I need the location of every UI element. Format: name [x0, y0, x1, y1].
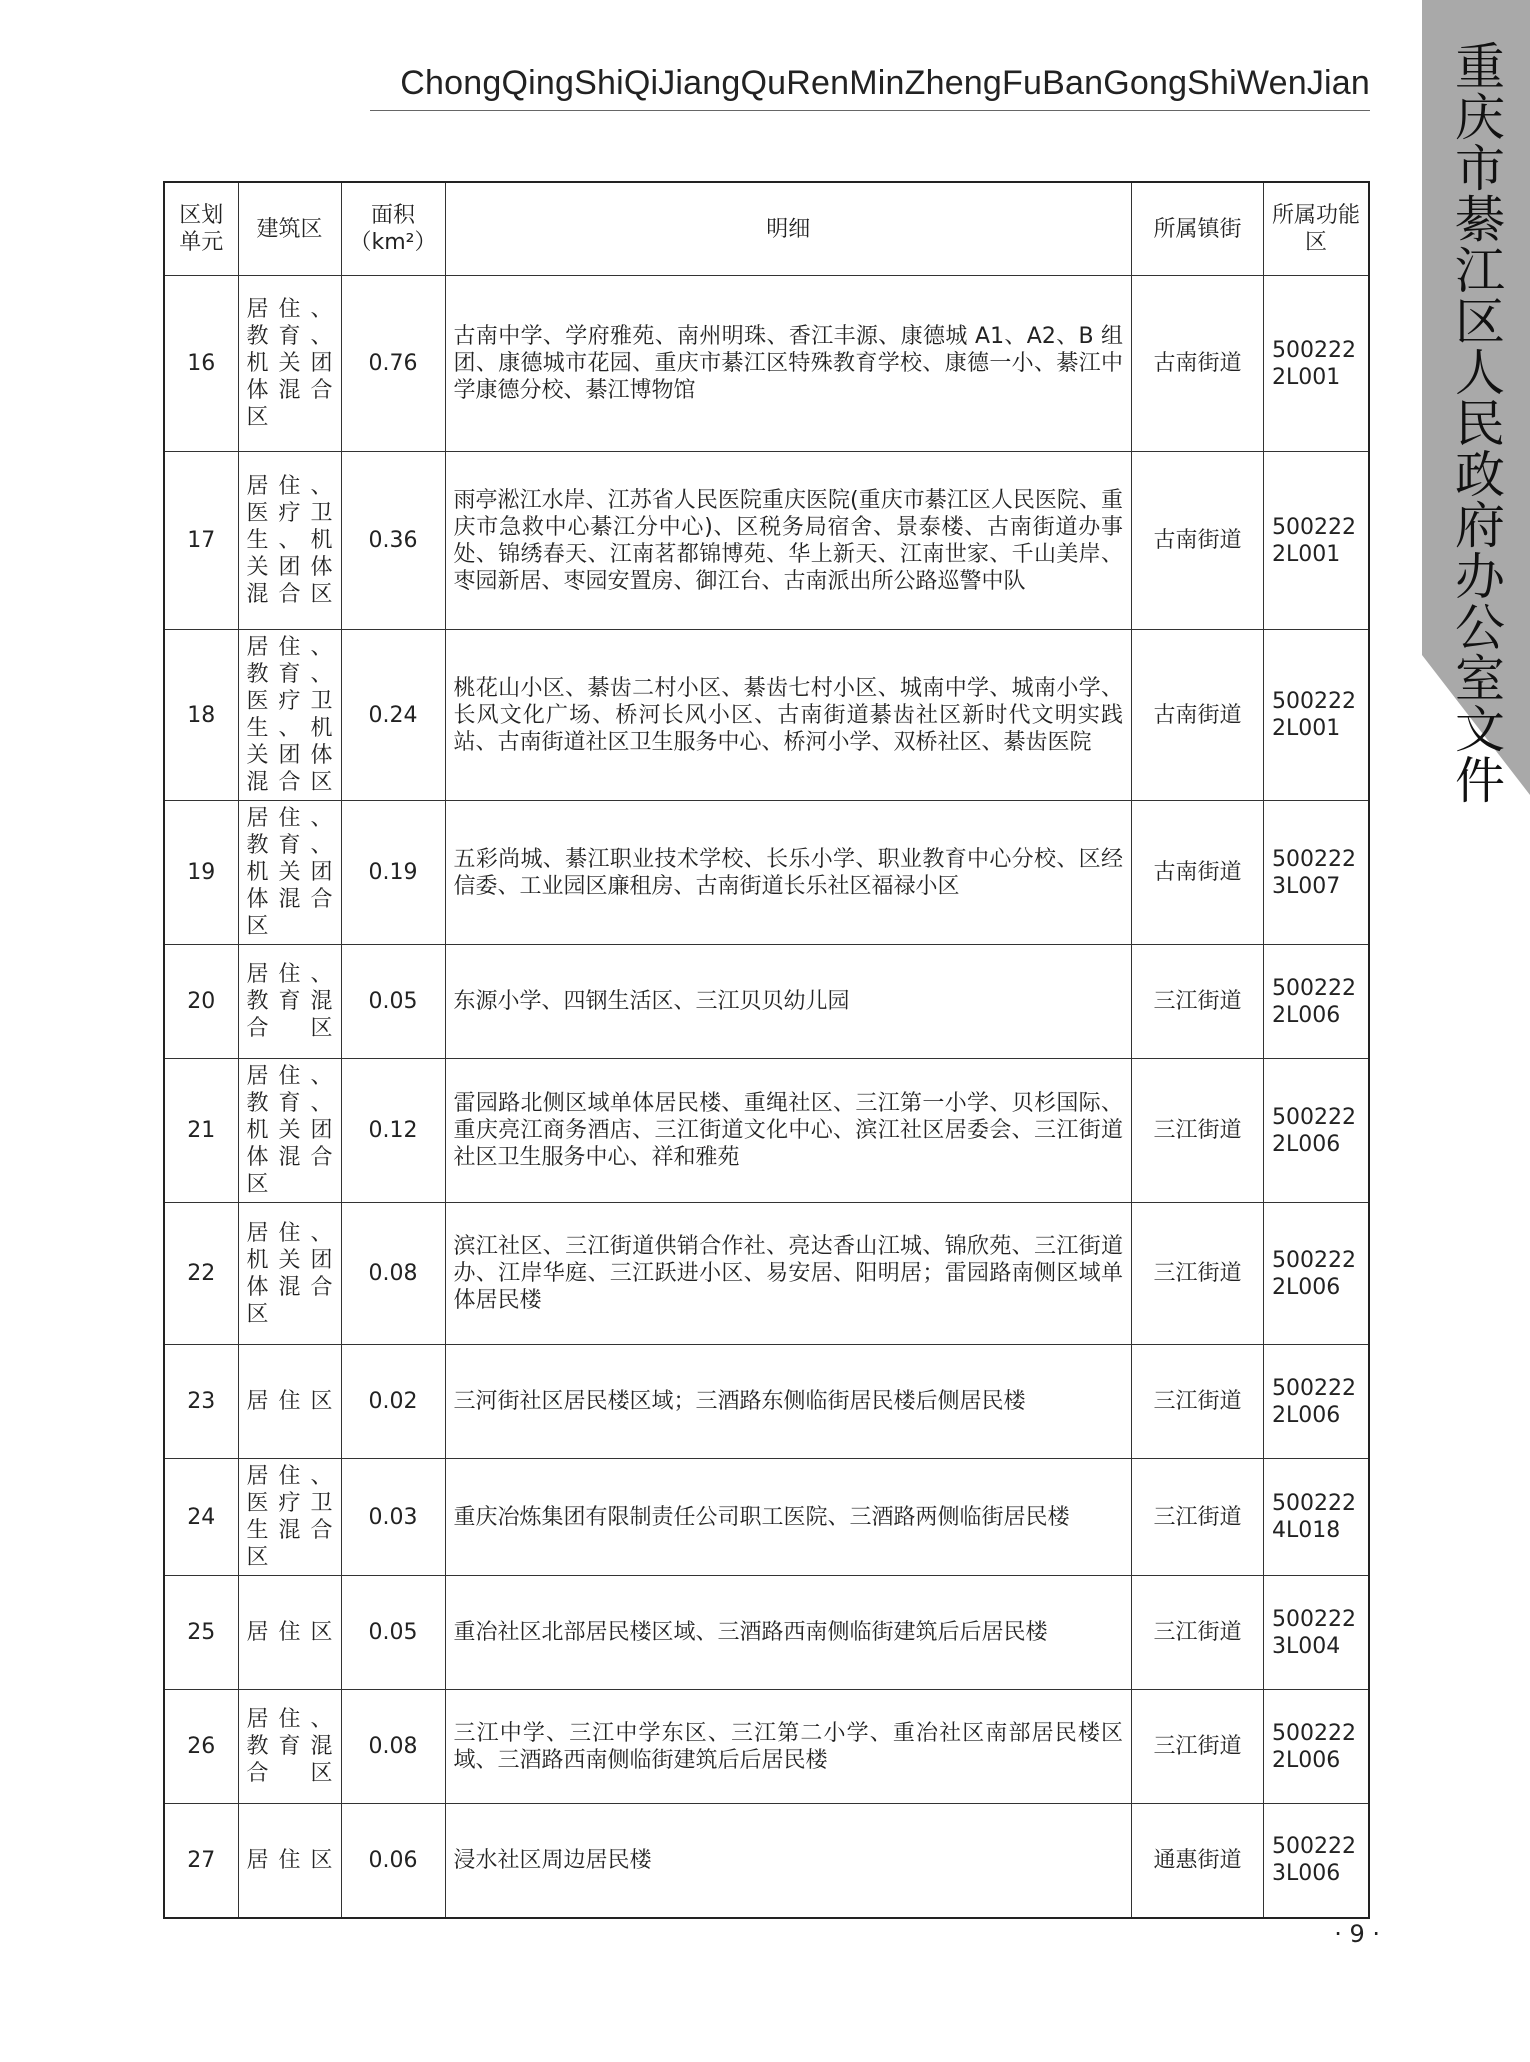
cell-code: 5002222L006	[1264, 1203, 1370, 1345]
cell-unit: 24	[164, 1459, 238, 1576]
cell-zone: 居住、教育、机关团体混合区	[238, 276, 341, 452]
page-number: · 9 ·	[1334, 1920, 1380, 1948]
cell-area: 0.03	[341, 1459, 445, 1576]
table-row	[164, 1804, 1369, 1918]
header-detail: 明细	[445, 182, 1132, 276]
cell-zone: 居住区	[238, 1576, 341, 1690]
cell-unit: 22	[164, 1203, 238, 1345]
cell-detail: 五彩尚城、綦江职业技术学校、长乐小学、职业教育中心分校、区经信委、工业园区廉租房、古南街道长乐社区福禄小区	[445, 801, 1132, 945]
cell-detail: 重冶社区北部居民楼区域、三酒路西南侧临街建筑后后居民楼	[445, 1576, 1132, 1690]
cell-town: 三江街道	[1132, 1576, 1264, 1690]
cell-detail: 三河街社区居民楼区域；三酒路东侧临街居民楼后侧居民楼	[445, 1345, 1132, 1459]
cell-zone: 居住、医疗卫生、机关团体混合区	[238, 452, 341, 630]
cell-zone: 居住、教育、机关团体混合区	[238, 801, 341, 945]
cell-town: 古南街道	[1132, 452, 1264, 630]
table-row	[164, 801, 1369, 945]
cell-detail: 东源小学、四钢生活区、三江贝贝幼儿园	[445, 945, 1132, 1059]
cell-area: 0.05	[341, 945, 445, 1059]
cell-detail: 滨江社区、三江街道供销合作社、亮达香山江城、锦欣苑、三江街道办、江岸华庭、三江跃进小区、易安居、阳明居；雷园路南侧区域单体居民楼	[445, 1203, 1132, 1345]
cell-area: 0.36	[341, 452, 445, 630]
cell-zone: 居住、教育、机关团体混合区	[238, 1059, 341, 1203]
table-row	[164, 1203, 1369, 1345]
table-row	[164, 1459, 1369, 1576]
cell-code: 5002222L001	[1264, 276, 1370, 452]
header-area-label: 面积	[370, 203, 415, 228]
document-header-title: ChongQingShiQiJiangQuRenMinZhengFuBanGongShiWenJian	[400, 64, 1370, 102]
cell-code: 5002223L007	[1264, 801, 1370, 945]
table-row	[164, 1059, 1369, 1203]
cell-town: 三江街道	[1132, 1203, 1264, 1345]
cell-code: 5002224L018	[1264, 1459, 1370, 1576]
cell-town: 古南街道	[1132, 276, 1264, 452]
cell-unit: 21	[164, 1059, 238, 1203]
header-area	[341, 182, 445, 276]
cell-unit: 25	[164, 1576, 238, 1690]
cell-zone: 居住、机关团体混合区	[238, 1203, 341, 1345]
cell-area: 0.19	[341, 801, 445, 945]
cell-area: 0.12	[341, 1059, 445, 1203]
table-header-row	[164, 182, 1369, 276]
cell-area: 0.24	[341, 630, 445, 801]
cell-area: 0.05	[341, 1576, 445, 1690]
header-town: 所属镇街	[1132, 182, 1264, 276]
cell-area: 0.76	[341, 276, 445, 452]
district-table	[163, 181, 1370, 1919]
header-zone: 建筑区	[238, 182, 341, 276]
cell-zone: 居住、医疗卫生混合区	[238, 1459, 341, 1576]
cell-unit: 23	[164, 1345, 238, 1459]
cell-detail: 桃花山小区、綦齿二村小区、綦齿七村小区、城南中学、城南小学、长风文化广场、桥河长风小区、古南街道綦齿社区新时代文明实践站、古南街道社区卫生服务中心、桥河小学、双桥社区、綦齿医院	[445, 630, 1132, 801]
cell-zone: 居住、教育混合区	[238, 1690, 341, 1804]
header-unit: 区划单元	[164, 182, 238, 276]
cell-town: 三江街道	[1132, 1059, 1264, 1203]
table-row	[164, 1690, 1369, 1804]
cell-town: 三江街道	[1132, 945, 1264, 1059]
cell-town: 三江街道	[1132, 1459, 1264, 1576]
cell-code: 5002222L001	[1264, 452, 1370, 630]
side-banner-label: 重庆市綦江区人民政府办公室文件	[1447, 40, 1505, 805]
cell-unit: 26	[164, 1690, 238, 1804]
header-code: 所属功能区	[1264, 182, 1370, 276]
table-row	[164, 1345, 1369, 1459]
cell-code: 5002223L004	[1264, 1576, 1370, 1690]
cell-unit: 27	[164, 1804, 238, 1918]
table-row	[164, 630, 1369, 801]
cell-unit: 17	[164, 452, 238, 630]
cell-unit: 20	[164, 945, 238, 1059]
cell-zone: 居住区	[238, 1345, 341, 1459]
cell-town: 古南街道	[1132, 801, 1264, 945]
cell-zone: 居住区	[238, 1804, 341, 1918]
cell-detail: 雨亭淞江水岸、江苏省人民医院重庆医院(重庆市綦江区人民医院、重庆市急救中心綦江分中心)、区税务局宿舍、景泰楼、古南街道办事处、锦绣春天、江南茗都锦博苑、华上新天、江南世家、千山美岸、枣园新居、枣园安置房、御江台、古南派出所公路巡警中队	[445, 452, 1132, 630]
cell-area: 0.02	[341, 1345, 445, 1459]
cell-town: 古南街道	[1132, 630, 1264, 801]
cell-zone: 居住、教育、医疗卫生、机关团体混合区	[238, 630, 341, 801]
cell-code: 5002222L006	[1264, 945, 1370, 1059]
table-row	[164, 276, 1369, 452]
cell-code: 5002222L001	[1264, 630, 1370, 801]
cell-unit: 18	[164, 630, 238, 801]
cell-detail: 雷园路北侧区域单体居民楼、重绳社区、三江第一小学、贝杉国际、重庆亮江商务酒店、三江街道文化中心、滨江社区居委会、三江街道社区卫生服务中心、祥和雅苑	[445, 1059, 1132, 1203]
cell-area: 0.08	[341, 1690, 445, 1804]
cell-area: 0.06	[341, 1804, 445, 1918]
cell-detail: 重庆冶炼集团有限制责任公司职工医院、三酒路两侧临街居民楼	[445, 1459, 1132, 1576]
table-row	[164, 945, 1369, 1059]
cell-code: 5002222L006	[1264, 1345, 1370, 1459]
cell-area: 0.08	[341, 1203, 445, 1345]
cell-code: 5002223L006	[1264, 1804, 1370, 1918]
cell-detail: 三江中学、三江中学东区、三江第二小学、重冶社区南部居民楼区域、三酒路西南侧临街建筑后后居民楼	[445, 1690, 1132, 1804]
table-row	[164, 452, 1369, 630]
cell-unit: 16	[164, 276, 238, 452]
cell-town: 三江街道	[1132, 1345, 1264, 1459]
table-row	[164, 1576, 1369, 1690]
cell-town: 通惠街道	[1132, 1804, 1264, 1918]
cell-zone: 居住、教育混合区	[238, 945, 341, 1059]
cell-detail: 古南中学、学府雅苑、南州明珠、香江丰源、康德城 A1、A2、B 组团、康德城市花园、重庆市綦江区特殊教育学校、康德一小、綦江中学康德分校、綦江博物馆	[445, 276, 1132, 452]
cell-code: 5002222L006	[1264, 1690, 1370, 1804]
cell-town: 三江街道	[1132, 1690, 1264, 1804]
cell-unit: 19	[164, 801, 238, 945]
cell-detail: 浸水社区周边居民楼	[445, 1804, 1132, 1918]
header-area-unit: （km²）	[349, 230, 437, 255]
cell-code: 5002222L006	[1264, 1059, 1370, 1203]
header-divider	[370, 110, 1370, 111]
